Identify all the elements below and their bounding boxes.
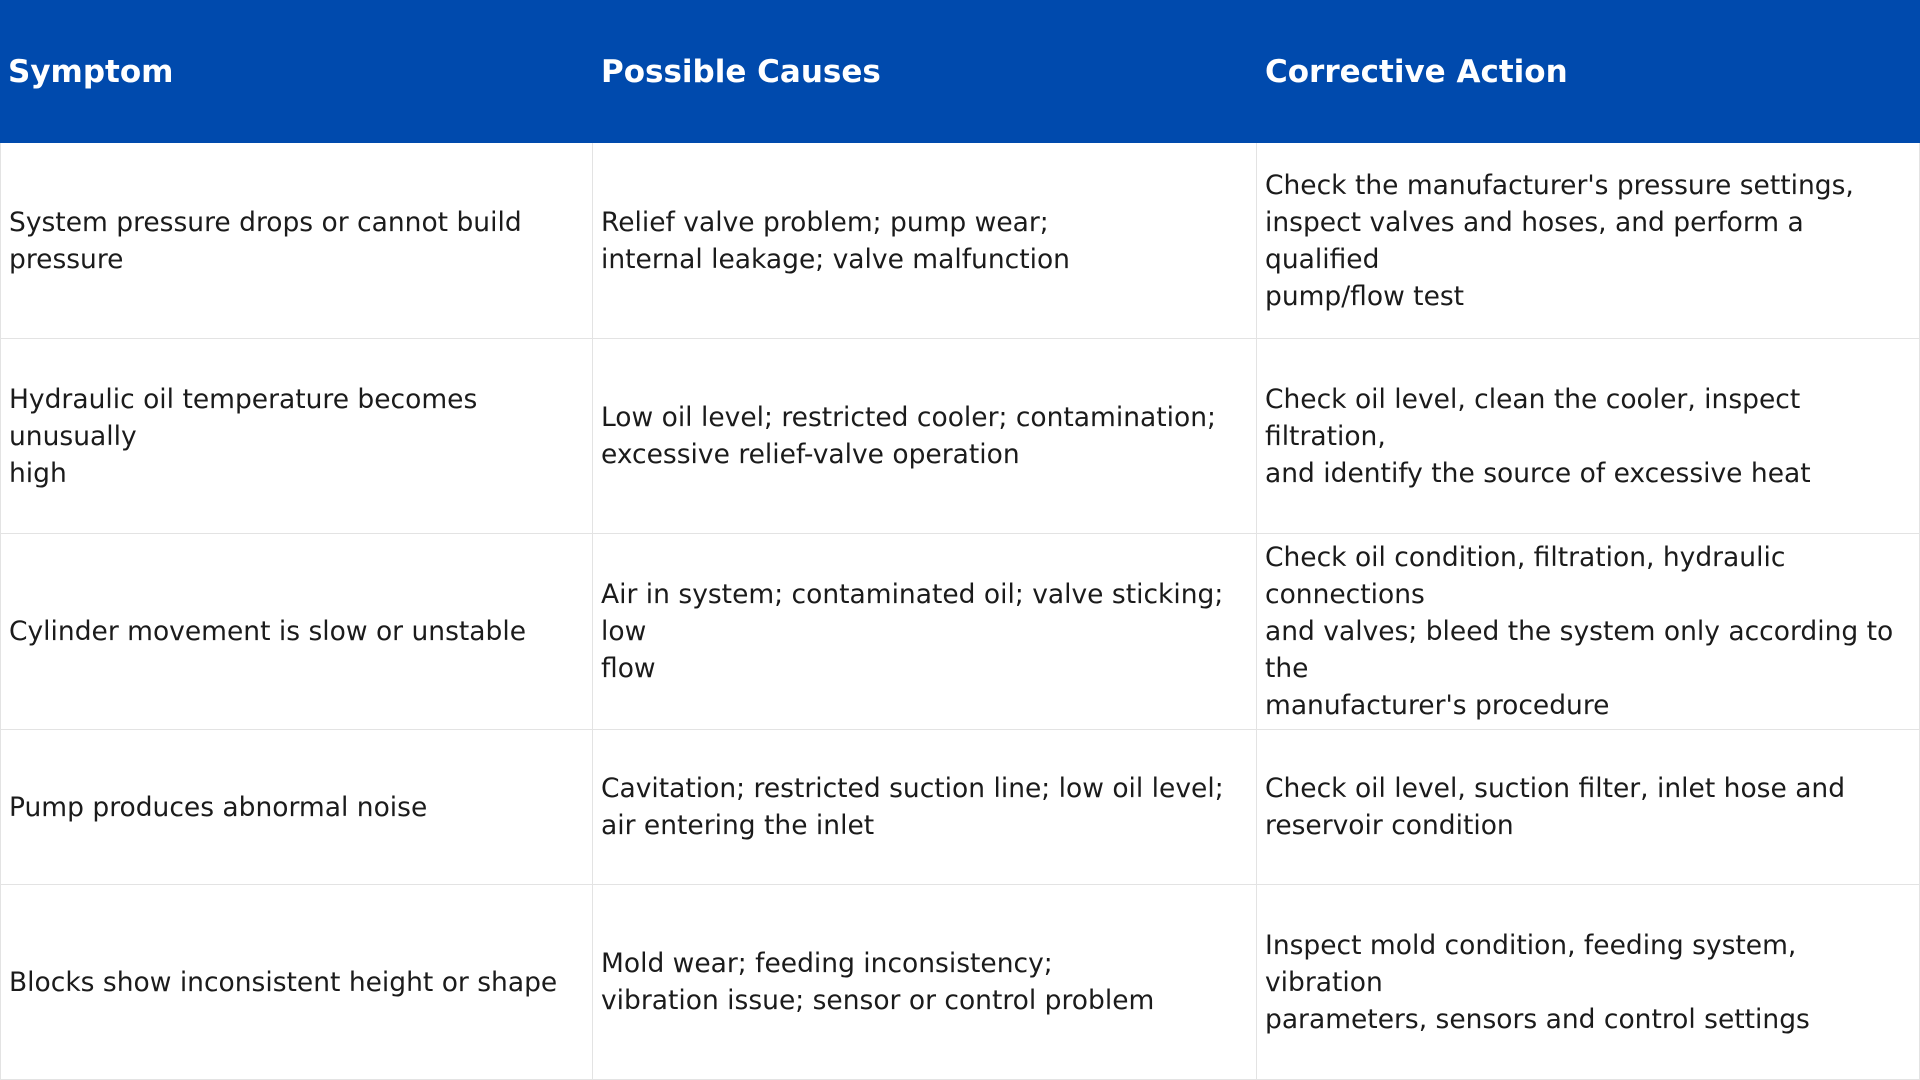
action-cell: Check oil condition, filtration, hydraulic connections and valves; bleed the system only according to the manufacturer's procedure <box>1257 534 1920 730</box>
action-cell: Check oil level, clean the cooler, inspect filtration, and identify the source of excessive heat <box>1257 339 1920 534</box>
action-cell: Inspect mold condition, feeding system, vibration parameters, sensors and control settings <box>1257 885 1920 1080</box>
table-row <box>0 730 1920 885</box>
header-possible-causes: Possible Causes <box>601 53 881 90</box>
header-symptom: Symptom <box>8 53 174 90</box>
table-row <box>0 339 1920 534</box>
causes-cell: Cavitation; restricted suction line; low oil level; air entering the inlet <box>593 730 1257 885</box>
causes-cell: Low oil level; restricted cooler; contamination; excessive relief-valve operation <box>593 339 1257 534</box>
symptom-cell: Pump produces abnormal noise <box>0 730 593 885</box>
symptom-cell: System pressure drops or cannot build pressure <box>0 143 593 339</box>
symptom-cell: Cylinder movement is slow or unstable <box>0 534 593 730</box>
action-cell: Check oil level, suction filter, inlet hose and reservoir condition <box>1257 730 1920 885</box>
causes-cell: Air in system; contaminated oil; valve sticking; low flow <box>593 534 1257 730</box>
action-cell: Check the manufacturer's pressure settings, inspect valves and hoses, and perform a qualified pump/flow test <box>1257 143 1920 339</box>
table-row <box>0 143 1920 339</box>
table-row <box>0 885 1920 1080</box>
causes-cell: Relief valve problem; pump wear; internal leakage; valve malfunction <box>593 143 1257 339</box>
table-header-row <box>0 0 1920 143</box>
header-corrective-action: Corrective Action <box>1265 53 1568 90</box>
symptom-cell: Blocks show inconsistent height or shape <box>0 885 593 1080</box>
table-row <box>0 534 1920 730</box>
causes-cell: Mold wear; feeding inconsistency; vibration issue; sensor or control problem <box>593 885 1257 1080</box>
symptom-cell: Hydraulic oil temperature becomes unusually high <box>0 339 593 534</box>
